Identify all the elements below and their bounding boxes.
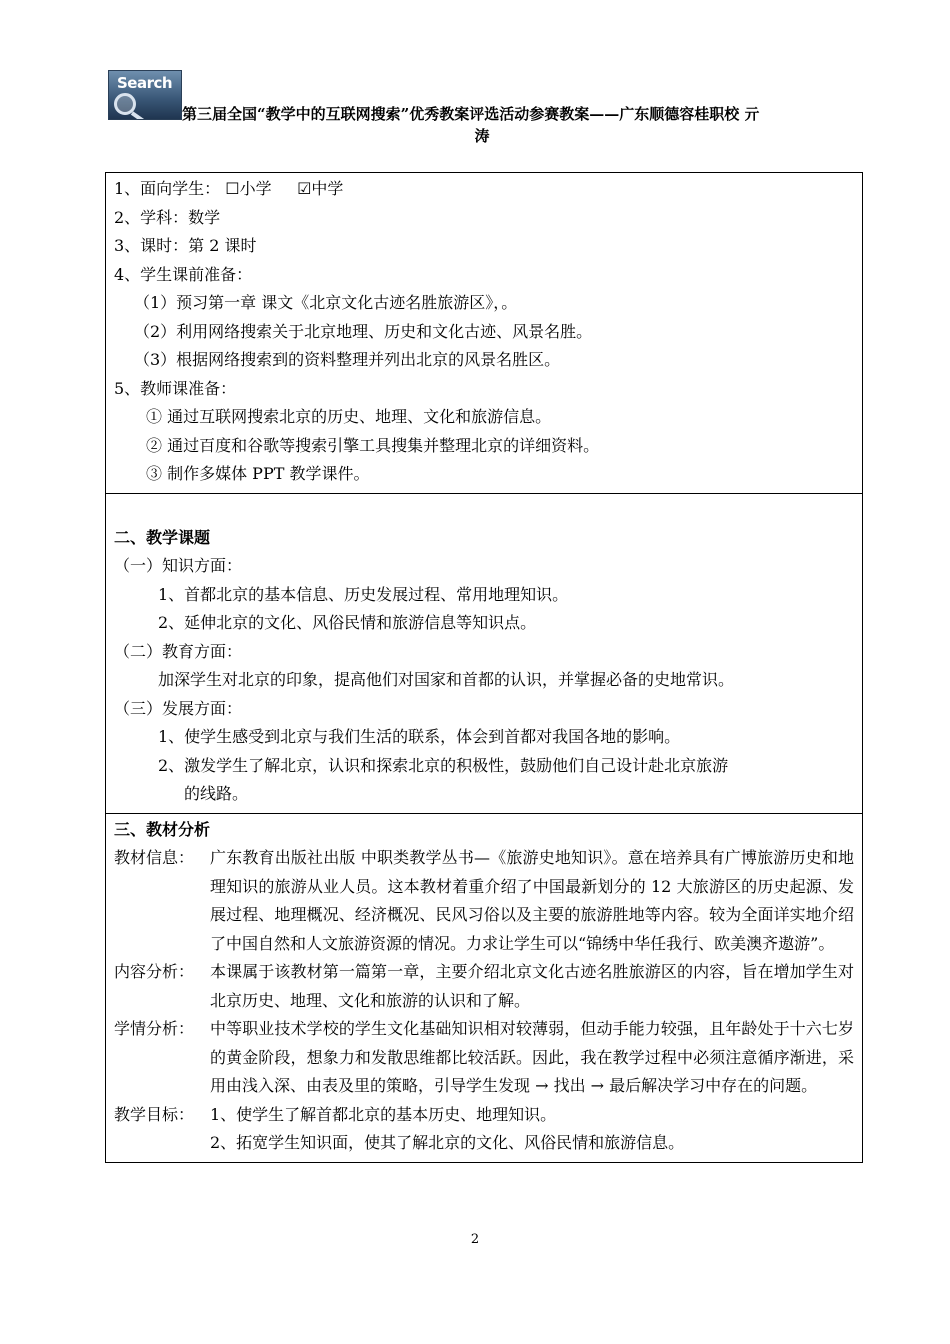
- goal-row: [114, 1129, 854, 1158]
- section-2-title: 二、教学课题: [114, 527, 211, 547]
- goal-row: [114, 1101, 854, 1130]
- goal-label-spacer: [114, 1129, 210, 1158]
- goal-item: 1、使学生了解首都北京的基本历史、地理知识。: [210, 1104, 557, 1124]
- header-line-2: 涛: [474, 127, 490, 145]
- section-material-analysis: [106, 814, 862, 1162]
- knowledge-title: （一）知识方面：: [114, 556, 243, 575]
- section-3-title: 三、教材分析: [114, 819, 211, 839]
- section-basic-info: [106, 173, 862, 494]
- goal-item: 2、拓宽学生知识面，使其了解北京的文化、风俗民情和旅游信息。: [210, 1133, 685, 1152]
- spacer: [114, 496, 854, 524]
- checkbox-empty-icon: ☐: [225, 179, 240, 198]
- development-item: 2、激发学生了解北京，认识和探索北京的积极性，鼓励他们自己设计赴北京旅游: [158, 755, 729, 775]
- goal-label: 教学目标：: [114, 1104, 195, 1124]
- development-item-cont: 的线路。: [184, 784, 249, 803]
- analysis-label: 学情分析：: [114, 1019, 195, 1038]
- teacher-prep-item: ③ 制作多媒体 PPT 教学课件。: [146, 464, 370, 483]
- teacher-prep-item: ② 通过百度和谷歌等搜索引擎工具搜集并整理北京的详细资料。: [146, 435, 600, 455]
- student-prep-item: （1）预习第一章 课文《北京文化古迹名胜旅游区》，。: [134, 293, 518, 312]
- analysis-label: 内容分析：: [114, 962, 195, 981]
- analysis-text: 广东教育出版社出版 中职类教学丛书—《旅游史地知识》。意在培养具有广博旅游历史和地理知识的旅游从业人员。这本教材着重介绍了中国最新划分的 12 大旅游区的历史起源、发展过程、地理概况、经济概况、民风习俗以及主要的旅游胜地等内容。较为全面详实地介绍了中国自然和人文旅游资源的情况。力求让学生可以“锦绣中华任我行、欧美澳齐遨游”。: [210, 848, 854, 953]
- development-item: 1、使学生感受到北京与我们生活的联系，体会到首都对我国各地的影响。: [158, 727, 681, 746]
- logo-text: Search: [117, 74, 173, 92]
- teacher-prep-item: ① 通过互联网搜索北京的历史、地理、文化和旅游信息。: [146, 407, 552, 426]
- student-prep-item: （3）根据网络搜索到的资料整理并列出北京的风景名胜区。: [134, 350, 561, 369]
- subject-line: 2、学科：数学: [114, 207, 221, 227]
- knowledge-item: 2、延伸北京的文化、风俗民情和旅游信息等知识点。: [158, 613, 537, 632]
- magnifier-handle: [131, 111, 145, 120]
- analysis-label: 教材信息：: [114, 848, 195, 867]
- student-prep-item: （2）利用网络搜索关于北京地理、历史和文化古迹、风景名胜。: [134, 321, 593, 341]
- education-text: 加深学生对北京的印象，提高他们对国家和首都的认识，并掌握必备的史地常识。: [158, 670, 735, 689]
- teacher-prep-title: 5、教师课准备：: [114, 378, 237, 398]
- page-number: 2: [470, 1232, 480, 1247]
- analysis-row: [114, 958, 854, 1015]
- knowledge-item: 1、首都北京的基本信息、历史发展过程、常用地理知识。: [158, 584, 569, 604]
- student-prep-title: 4、学生课前准备：: [114, 264, 253, 284]
- analysis-row: [114, 1015, 854, 1101]
- students-line: [114, 175, 854, 204]
- page-header: [182, 103, 842, 147]
- students-label: 1、面向学生：: [114, 179, 221, 198]
- analysis-row: [114, 844, 854, 958]
- option-middle: 中学: [311, 179, 344, 198]
- analysis-text: 中等职业技术学校的学生文化基础知识相对较薄弱，但动手能力较强，且年龄处于十六七岁的黄金阶段，想象力和发散思维都比较活跃。因此，我在教学过程中必须注意循序渐进，采用由浅入深、由表及里的策略，引导学生发现 → 找出 → 最后解决学习中存在的问题。: [210, 1019, 854, 1095]
- header-line-1: 第三届全国“教学中的互联网搜索”优秀教案评选活动参赛教案——广东顺德容桂职校 亓: [182, 105, 760, 123]
- analysis-text: 本课属于该教材第一篇第一章，主要介绍北京文化古迹名胜旅游区的内容，旨在增加学生对北京历史、地理、文化和旅游的认识和了解。: [210, 962, 854, 1010]
- checkbox-checked-icon: ☑: [297, 179, 312, 198]
- option-primary: 小学: [239, 179, 272, 198]
- development-title: （三）发展方面：: [114, 698, 243, 718]
- lesson-table: [105, 172, 863, 1163]
- search-logo: [108, 70, 182, 120]
- section-teaching-topic: [106, 494, 862, 814]
- education-title: （二）教育方面：: [114, 641, 243, 661]
- period-line: 3、课时：第 2 课时: [114, 236, 257, 255]
